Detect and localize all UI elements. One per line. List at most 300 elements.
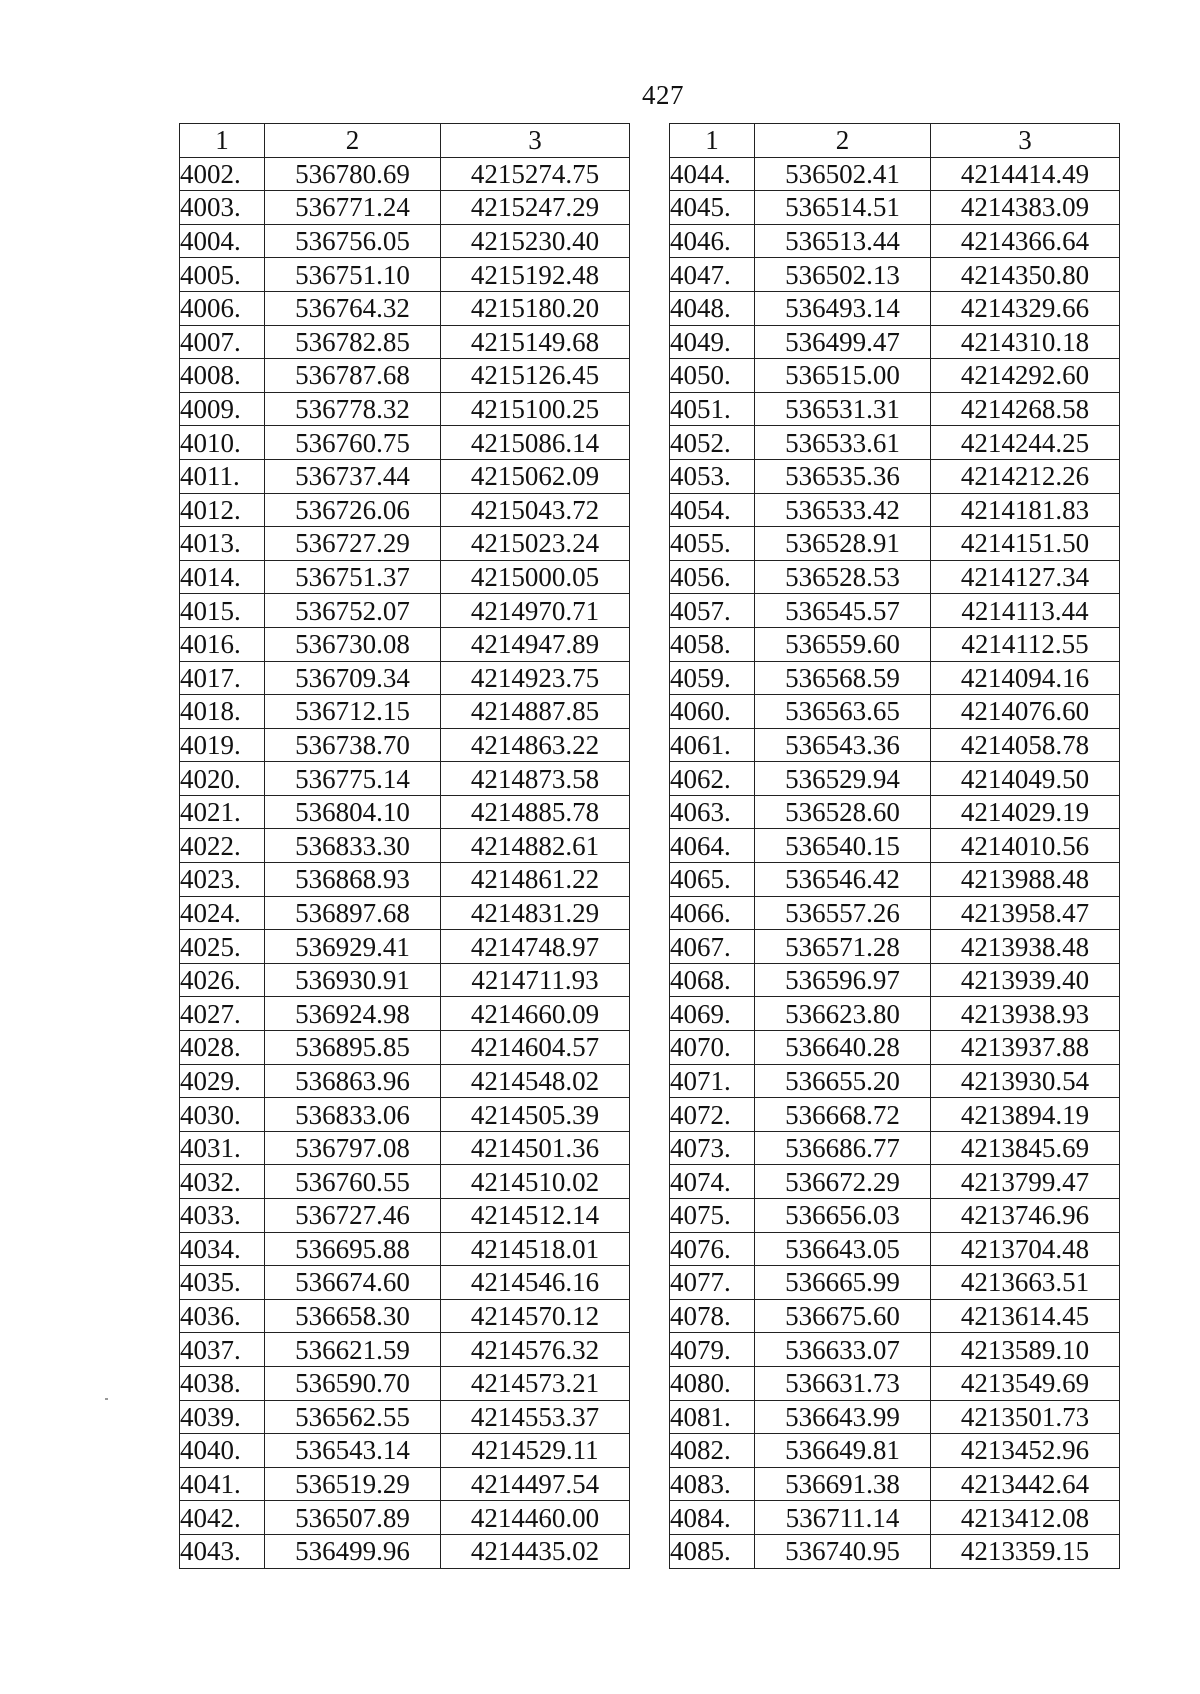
table-row xyxy=(180,191,630,225)
coordinate-x-cell: 536930.91 xyxy=(265,963,441,997)
point-number-cell: 4038. xyxy=(180,1366,265,1400)
point-number-cell: 4072. xyxy=(670,1098,755,1132)
coordinate-x-cell: 536568.59 xyxy=(755,661,931,695)
coordinate-y-cell: 4214329.66 xyxy=(931,291,1120,325)
point-number-cell: 4021. xyxy=(180,795,265,829)
table-row xyxy=(670,795,1120,829)
table-row xyxy=(670,325,1120,359)
coordinate-y-cell: 4214094.16 xyxy=(931,661,1120,695)
table-row xyxy=(670,426,1120,460)
coordinates-table-left xyxy=(179,123,630,1569)
coordinate-x-cell: 536533.61 xyxy=(755,426,931,460)
table-row xyxy=(180,560,630,594)
coordinate-y-cell: 4214882.61 xyxy=(441,829,630,863)
point-number-cell: 4006. xyxy=(180,291,265,325)
coordinate-x-cell: 536643.05 xyxy=(755,1232,931,1266)
scan-speck xyxy=(105,1398,108,1400)
point-number-cell: 4023. xyxy=(180,863,265,897)
coordinate-x-cell: 536726.06 xyxy=(265,493,441,527)
coordinate-y-cell: 4214553.37 xyxy=(441,1400,630,1434)
coordinate-x-cell: 536533.42 xyxy=(755,493,931,527)
point-number-cell: 4054. xyxy=(670,493,755,527)
coordinate-y-cell: 4213614.45 xyxy=(931,1299,1120,1333)
coordinate-x-cell: 536760.55 xyxy=(265,1165,441,1199)
point-number-cell: 4058. xyxy=(670,627,755,661)
coordinate-y-cell: 4214383.09 xyxy=(931,191,1120,225)
table-row xyxy=(180,1131,630,1165)
coordinate-x-cell: 536658.30 xyxy=(265,1299,441,1333)
coordinate-y-cell: 4213746.96 xyxy=(931,1199,1120,1233)
point-number-cell: 4040. xyxy=(180,1434,265,1468)
coordinate-y-cell: 4215274.75 xyxy=(441,157,630,191)
coordinate-x-cell: 536833.30 xyxy=(265,829,441,863)
point-number-cell: 4082. xyxy=(670,1434,755,1468)
table-row xyxy=(670,1064,1120,1098)
coordinate-y-cell: 4214112.55 xyxy=(931,627,1120,661)
point-number-cell: 4065. xyxy=(670,863,755,897)
coordinate-x-cell: 536868.93 xyxy=(265,863,441,897)
point-number-cell: 4037. xyxy=(180,1333,265,1367)
table-header-row xyxy=(180,124,630,158)
table-row xyxy=(180,1501,630,1535)
point-number-cell: 4025. xyxy=(180,930,265,964)
coordinate-y-cell: 4215000.05 xyxy=(441,560,630,594)
table-row xyxy=(180,1031,630,1065)
coordinate-x-cell: 536672.29 xyxy=(755,1165,931,1199)
coordinate-y-cell: 4213452.96 xyxy=(931,1434,1120,1468)
coordinate-x-cell: 536833.06 xyxy=(265,1098,441,1132)
coordinate-y-cell: 4214604.57 xyxy=(441,1031,630,1065)
coordinate-x-cell: 536751.10 xyxy=(265,258,441,292)
coordinate-x-cell: 536543.36 xyxy=(755,728,931,762)
coordinate-y-cell: 4214212.26 xyxy=(931,459,1120,493)
point-number-cell: 4022. xyxy=(180,829,265,863)
coordinate-x-cell: 536760.75 xyxy=(265,426,441,460)
coordinate-x-cell: 536529.94 xyxy=(755,762,931,796)
coordinate-x-cell: 536711.14 xyxy=(755,1501,931,1535)
coordinate-y-cell: 4215086.14 xyxy=(441,426,630,460)
point-number-cell: 4059. xyxy=(670,661,755,695)
coordinates-table-right xyxy=(669,123,1120,1569)
coordinate-y-cell: 4214576.32 xyxy=(441,1333,630,1367)
table-row xyxy=(180,594,630,628)
point-number-cell: 4018. xyxy=(180,695,265,729)
point-number-cell: 4066. xyxy=(670,896,755,930)
point-number-cell: 4077. xyxy=(670,1266,755,1300)
point-number-cell: 4042. xyxy=(180,1501,265,1535)
coordinate-x-cell: 536797.08 xyxy=(265,1131,441,1165)
point-number-cell: 4035. xyxy=(180,1266,265,1300)
point-number-cell: 4047. xyxy=(670,258,755,292)
table-row xyxy=(180,1534,630,1568)
coordinate-x-cell: 536895.85 xyxy=(265,1031,441,1065)
column-header-1: 1 xyxy=(180,124,265,158)
table-row xyxy=(180,695,630,729)
point-number-cell: 4015. xyxy=(180,594,265,628)
coordinate-y-cell: 4214863.22 xyxy=(441,728,630,762)
point-number-cell: 4012. xyxy=(180,493,265,527)
table-row xyxy=(180,1064,630,1098)
point-number-cell: 4083. xyxy=(670,1467,755,1501)
coordinate-y-cell: 4214748.97 xyxy=(441,930,630,964)
coordinate-y-cell: 4213412.08 xyxy=(931,1501,1120,1535)
coordinate-y-cell: 4214127.34 xyxy=(931,560,1120,594)
point-number-cell: 4080. xyxy=(670,1366,755,1400)
coordinate-y-cell: 4214505.39 xyxy=(441,1098,630,1132)
table-row xyxy=(670,1366,1120,1400)
coordinate-x-cell: 536804.10 xyxy=(265,795,441,829)
coordinate-x-cell: 536531.31 xyxy=(755,392,931,426)
table-row xyxy=(670,661,1120,695)
table-row xyxy=(180,157,630,191)
coordinate-y-cell: 4214570.12 xyxy=(441,1299,630,1333)
coordinate-y-cell: 4215192.48 xyxy=(441,258,630,292)
point-number-cell: 4030. xyxy=(180,1098,265,1132)
coordinate-y-cell: 4213589.10 xyxy=(931,1333,1120,1367)
table-row xyxy=(180,762,630,796)
table-row xyxy=(670,1131,1120,1165)
coordinate-x-cell: 536543.14 xyxy=(265,1434,441,1468)
coordinate-y-cell: 4215043.72 xyxy=(441,493,630,527)
table-row xyxy=(670,627,1120,661)
table-row xyxy=(180,1299,630,1333)
table-row xyxy=(180,1434,630,1468)
table-row xyxy=(670,392,1120,426)
table-row xyxy=(180,863,630,897)
coordinate-y-cell: 4214350.80 xyxy=(931,258,1120,292)
column-header-3: 3 xyxy=(931,124,1120,158)
coordinate-y-cell: 4213663.51 xyxy=(931,1266,1120,1300)
coordinate-y-cell: 4214548.02 xyxy=(441,1064,630,1098)
coordinate-y-cell: 4213799.47 xyxy=(931,1165,1120,1199)
table-row xyxy=(670,258,1120,292)
point-number-cell: 4067. xyxy=(670,930,755,964)
point-number-cell: 4046. xyxy=(670,224,755,258)
coordinate-x-cell: 536502.13 xyxy=(755,258,931,292)
table-row xyxy=(670,1501,1120,1535)
point-number-cell: 4062. xyxy=(670,762,755,796)
coordinate-x-cell: 536771.24 xyxy=(265,191,441,225)
table-row xyxy=(180,426,630,460)
coordinate-y-cell: 4214435.02 xyxy=(441,1534,630,1568)
coordinate-x-cell: 536727.46 xyxy=(265,1199,441,1233)
coordinate-x-cell: 536924.98 xyxy=(265,997,441,1031)
point-number-cell: 4043. xyxy=(180,1534,265,1568)
coordinate-y-cell: 4214113.44 xyxy=(931,594,1120,628)
coordinate-x-cell: 536778.32 xyxy=(265,392,441,426)
coordinate-x-cell: 536596.97 xyxy=(755,963,931,997)
point-number-cell: 4028. xyxy=(180,1031,265,1065)
table-row xyxy=(180,896,630,930)
point-number-cell: 4063. xyxy=(670,795,755,829)
coordinate-x-cell: 536691.38 xyxy=(755,1467,931,1501)
table-row xyxy=(180,1366,630,1400)
point-number-cell: 4068. xyxy=(670,963,755,997)
point-number-cell: 4029. xyxy=(180,1064,265,1098)
table-row xyxy=(670,359,1120,393)
coordinate-y-cell: 4214885.78 xyxy=(441,795,630,829)
point-number-cell: 4051. xyxy=(670,392,755,426)
table-row xyxy=(670,157,1120,191)
point-number-cell: 4050. xyxy=(670,359,755,393)
table-row xyxy=(180,459,630,493)
point-number-cell: 4052. xyxy=(670,426,755,460)
point-number-cell: 4033. xyxy=(180,1199,265,1233)
table-row xyxy=(180,258,630,292)
table-row xyxy=(180,795,630,829)
table-row xyxy=(670,493,1120,527)
point-number-cell: 4044. xyxy=(670,157,755,191)
point-number-cell: 4005. xyxy=(180,258,265,292)
point-number-cell: 4034. xyxy=(180,1232,265,1266)
table-row xyxy=(670,1467,1120,1501)
coordinate-x-cell: 536559.60 xyxy=(755,627,931,661)
coordinate-x-cell: 536515.00 xyxy=(755,359,931,393)
coordinate-x-cell: 536782.85 xyxy=(265,325,441,359)
coordinate-y-cell: 4214460.00 xyxy=(441,1501,630,1535)
table-row xyxy=(180,1165,630,1199)
point-number-cell: 4073. xyxy=(670,1131,755,1165)
coordinate-x-cell: 536528.91 xyxy=(755,527,931,561)
table-row xyxy=(670,1031,1120,1065)
coordinate-x-cell: 536623.80 xyxy=(755,997,931,1031)
table-row xyxy=(180,527,630,561)
table-row xyxy=(670,1299,1120,1333)
point-number-cell: 4064. xyxy=(670,829,755,863)
table-row xyxy=(180,1098,630,1132)
table-row xyxy=(670,1098,1120,1132)
point-number-cell: 4041. xyxy=(180,1467,265,1501)
table-row xyxy=(670,695,1120,729)
coordinate-x-cell: 536643.99 xyxy=(755,1400,931,1434)
coordinate-y-cell: 4214058.78 xyxy=(931,728,1120,762)
coordinate-y-cell: 4213938.93 xyxy=(931,997,1120,1031)
coordinate-x-cell: 536897.68 xyxy=(265,896,441,930)
coordinate-y-cell: 4213704.48 xyxy=(931,1232,1120,1266)
coordinate-x-cell: 536545.57 xyxy=(755,594,931,628)
coordinate-y-cell: 4214310.18 xyxy=(931,325,1120,359)
coordinate-x-cell: 536499.47 xyxy=(755,325,931,359)
point-number-cell: 4011. xyxy=(180,459,265,493)
point-number-cell: 4049. xyxy=(670,325,755,359)
coordinate-y-cell: 4214151.50 xyxy=(931,527,1120,561)
point-number-cell: 4002. xyxy=(180,157,265,191)
coordinate-x-cell: 536737.44 xyxy=(265,459,441,493)
point-number-cell: 4061. xyxy=(670,728,755,762)
point-number-cell: 4053. xyxy=(670,459,755,493)
point-number-cell: 4008. xyxy=(180,359,265,393)
coordinate-y-cell: 4215023.24 xyxy=(441,527,630,561)
coordinate-x-cell: 536621.59 xyxy=(265,1333,441,1367)
coordinate-x-cell: 536563.65 xyxy=(755,695,931,729)
table-row xyxy=(670,191,1120,225)
point-number-cell: 4085. xyxy=(670,1534,755,1568)
coordinate-x-cell: 536675.60 xyxy=(755,1299,931,1333)
coordinate-y-cell: 4215230.40 xyxy=(441,224,630,258)
coordinate-y-cell: 4214923.75 xyxy=(441,661,630,695)
table-row xyxy=(670,896,1120,930)
point-number-cell: 4004. xyxy=(180,224,265,258)
coordinate-y-cell: 4214573.21 xyxy=(441,1366,630,1400)
coordinate-x-cell: 536528.60 xyxy=(755,795,931,829)
coordinate-x-cell: 536752.07 xyxy=(265,594,441,628)
point-number-cell: 4075. xyxy=(670,1199,755,1233)
point-number-cell: 4032. xyxy=(180,1165,265,1199)
point-number-cell: 4084. xyxy=(670,1501,755,1535)
coordinate-x-cell: 536513.44 xyxy=(755,224,931,258)
table-row xyxy=(180,1232,630,1266)
coordinate-y-cell: 4214244.25 xyxy=(931,426,1120,460)
table-row xyxy=(180,359,630,393)
table-row xyxy=(670,1400,1120,1434)
table-row xyxy=(670,224,1120,258)
table-row xyxy=(180,392,630,426)
coordinate-y-cell: 4214497.54 xyxy=(441,1467,630,1501)
point-number-cell: 4014. xyxy=(180,560,265,594)
coordinate-x-cell: 536519.29 xyxy=(265,1467,441,1501)
table-header-row xyxy=(670,124,1120,158)
coordinate-x-cell: 536507.89 xyxy=(265,1501,441,1535)
coordinate-x-cell: 536775.14 xyxy=(265,762,441,796)
coordinate-x-cell: 536727.29 xyxy=(265,527,441,561)
coordinate-y-cell: 4213938.48 xyxy=(931,930,1120,964)
table-row xyxy=(180,1199,630,1233)
coordinate-x-cell: 536738.70 xyxy=(265,728,441,762)
table-row xyxy=(670,291,1120,325)
point-number-cell: 4078. xyxy=(670,1299,755,1333)
coordinate-x-cell: 536863.96 xyxy=(265,1064,441,1098)
coordinate-x-cell: 536709.34 xyxy=(265,661,441,695)
table-row xyxy=(180,829,630,863)
coordinate-x-cell: 536656.03 xyxy=(755,1199,931,1233)
coordinate-y-cell: 4214947.89 xyxy=(441,627,630,661)
coordinate-y-cell: 4214529.11 xyxy=(441,1434,630,1468)
coordinate-y-cell: 4214366.64 xyxy=(931,224,1120,258)
coordinate-x-cell: 536633.07 xyxy=(755,1333,931,1367)
point-number-cell: 4070. xyxy=(670,1031,755,1065)
coordinate-y-cell: 4214711.93 xyxy=(441,963,630,997)
coordinate-y-cell: 4213359.15 xyxy=(931,1534,1120,1568)
coordinate-x-cell: 536540.15 xyxy=(755,829,931,863)
coordinate-x-cell: 536546.42 xyxy=(755,863,931,897)
coordinate-y-cell: 4213930.54 xyxy=(931,1064,1120,1098)
point-number-cell: 4010. xyxy=(180,426,265,460)
table-row xyxy=(180,728,630,762)
point-number-cell: 4039. xyxy=(180,1400,265,1434)
table-row xyxy=(180,325,630,359)
point-number-cell: 4009. xyxy=(180,392,265,426)
coordinate-y-cell: 4213549.69 xyxy=(931,1366,1120,1400)
table-row xyxy=(670,863,1120,897)
coordinate-x-cell: 536695.88 xyxy=(265,1232,441,1266)
table-row xyxy=(180,661,630,695)
table-row xyxy=(180,1467,630,1501)
table-row xyxy=(180,963,630,997)
coordinate-y-cell: 4213937.88 xyxy=(931,1031,1120,1065)
table-row xyxy=(670,728,1120,762)
coordinate-y-cell: 4213442.64 xyxy=(931,1467,1120,1501)
table-row xyxy=(180,493,630,527)
coordinate-x-cell: 536674.60 xyxy=(265,1266,441,1300)
coordinate-x-cell: 536535.36 xyxy=(755,459,931,493)
column-header-2: 2 xyxy=(265,124,441,158)
point-number-cell: 4069. xyxy=(670,997,755,1031)
point-number-cell: 4016. xyxy=(180,627,265,661)
point-number-cell: 4056. xyxy=(670,560,755,594)
coordinate-y-cell: 4213988.48 xyxy=(931,863,1120,897)
table-row xyxy=(670,1199,1120,1233)
table-row xyxy=(670,1232,1120,1266)
table-row xyxy=(670,459,1120,493)
table-row xyxy=(180,1333,630,1367)
table-row xyxy=(670,1165,1120,1199)
coordinate-y-cell: 4214970.71 xyxy=(441,594,630,628)
point-number-cell: 4031. xyxy=(180,1131,265,1165)
coordinate-y-cell: 4214292.60 xyxy=(931,359,1120,393)
coordinate-x-cell: 536590.70 xyxy=(265,1366,441,1400)
point-number-cell: 4057. xyxy=(670,594,755,628)
coordinate-x-cell: 536929.41 xyxy=(265,930,441,964)
coordinate-x-cell: 536780.69 xyxy=(265,157,441,191)
coordinate-x-cell: 536764.32 xyxy=(265,291,441,325)
coordinate-x-cell: 536631.73 xyxy=(755,1366,931,1400)
coordinate-y-cell: 4214049.50 xyxy=(931,762,1120,796)
coordinate-x-cell: 536712.15 xyxy=(265,695,441,729)
table-row xyxy=(670,1534,1120,1568)
coordinate-y-cell: 4215100.25 xyxy=(441,392,630,426)
point-number-cell: 4048. xyxy=(670,291,755,325)
coordinate-y-cell: 4214076.60 xyxy=(931,695,1120,729)
point-number-cell: 4036. xyxy=(180,1299,265,1333)
coordinate-x-cell: 536528.53 xyxy=(755,560,931,594)
coordinate-y-cell: 4215180.20 xyxy=(441,291,630,325)
coordinate-x-cell: 536562.55 xyxy=(265,1400,441,1434)
coordinate-y-cell: 4213939.40 xyxy=(931,963,1120,997)
point-number-cell: 4003. xyxy=(180,191,265,225)
column-header-1: 1 xyxy=(670,124,755,158)
coordinate-x-cell: 536493.14 xyxy=(755,291,931,325)
point-number-cell: 4055. xyxy=(670,527,755,561)
coordinate-y-cell: 4213894.19 xyxy=(931,1098,1120,1132)
coordinate-x-cell: 536571.28 xyxy=(755,930,931,964)
point-number-cell: 4076. xyxy=(670,1232,755,1266)
table-row xyxy=(180,291,630,325)
coordinate-x-cell: 536649.81 xyxy=(755,1434,931,1468)
point-number-cell: 4045. xyxy=(670,191,755,225)
coordinate-y-cell: 4214887.85 xyxy=(441,695,630,729)
coordinate-y-cell: 4213958.47 xyxy=(931,896,1120,930)
coordinate-x-cell: 536730.08 xyxy=(265,627,441,661)
coordinate-y-cell: 4214010.56 xyxy=(931,829,1120,863)
table-row xyxy=(670,829,1120,863)
point-number-cell: 4060. xyxy=(670,695,755,729)
point-number-cell: 4013. xyxy=(180,527,265,561)
coordinate-x-cell: 536514.51 xyxy=(755,191,931,225)
table-row xyxy=(670,1434,1120,1468)
table-row xyxy=(180,997,630,1031)
coordinate-y-cell: 4214181.83 xyxy=(931,493,1120,527)
coordinate-y-cell: 4214831.29 xyxy=(441,896,630,930)
table-row xyxy=(670,594,1120,628)
point-number-cell: 4079. xyxy=(670,1333,755,1367)
point-number-cell: 4074. xyxy=(670,1165,755,1199)
coordinate-x-cell: 536499.96 xyxy=(265,1534,441,1568)
point-number-cell: 4007. xyxy=(180,325,265,359)
table-row xyxy=(670,1333,1120,1367)
table-row xyxy=(670,560,1120,594)
table-row xyxy=(180,1400,630,1434)
coordinate-x-cell: 536557.26 xyxy=(755,896,931,930)
